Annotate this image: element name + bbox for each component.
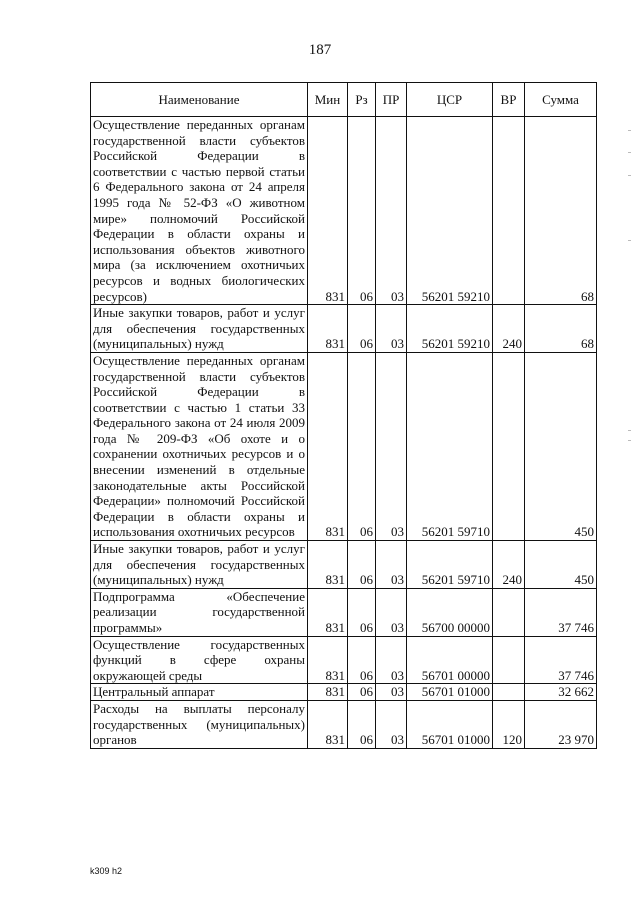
header-min: Мин <box>308 83 348 117</box>
cell-csr: 56201 59210 <box>407 117 493 305</box>
cell-pr: 03 <box>376 636 407 684</box>
cell-vr <box>493 117 525 305</box>
table-row <box>91 541 597 589</box>
cell-pr: 03 <box>376 352 407 540</box>
cell-csr: 56701 01000 <box>407 700 493 748</box>
cell-min: 831 <box>308 588 348 636</box>
cell-rz: 06 <box>348 305 376 353</box>
cell-min: 831 <box>308 636 348 684</box>
cell-vr <box>493 684 525 701</box>
cell-min: 831 <box>308 684 348 701</box>
margin-mark <box>628 175 631 176</box>
cell-vr: 240 <box>493 541 525 589</box>
cell-csr: 56201 59710 <box>407 352 493 540</box>
cell-sum: 37 746 <box>525 636 597 684</box>
table-row <box>91 684 597 701</box>
cell-sum: 68 <box>525 305 597 353</box>
cell-sum: 23 970 <box>525 700 597 748</box>
page-number: 187 <box>308 42 332 58</box>
header-csr: ЦСР <box>407 83 493 117</box>
header-rz: Рз <box>348 83 376 117</box>
table-row <box>91 700 597 748</box>
cell-vr <box>493 588 525 636</box>
cell-rz: 06 <box>348 636 376 684</box>
cell-vr <box>493 352 525 540</box>
margin-mark <box>628 240 631 241</box>
cell-sum: 450 <box>525 352 597 540</box>
cell-min: 831 <box>308 305 348 353</box>
cell-rz: 06 <box>348 588 376 636</box>
cell-sum: 32 662 <box>525 684 597 701</box>
cell-sum: 37 746 <box>525 588 597 636</box>
cell-name: Центральный аппарат <box>91 684 308 701</box>
header-sum: Сумма <box>525 83 597 117</box>
cell-vr: 120 <box>493 700 525 748</box>
cell-name: Осуществление государственных функций в сфере охраны окружающей среды <box>91 636 308 684</box>
cell-name: Иные закупки товаров, работ и услуг для обеспечения государственных (муниципальных) нужд <box>91 541 308 589</box>
table-row <box>91 636 597 684</box>
cell-min: 831 <box>308 117 348 305</box>
cell-rz: 06 <box>348 700 376 748</box>
cell-csr: 56201 59710 <box>407 541 493 589</box>
cell-pr: 03 <box>376 117 407 305</box>
header-pr: ПР <box>376 83 407 117</box>
cell-pr: 03 <box>376 541 407 589</box>
cell-sum: 450 <box>525 541 597 589</box>
margin-mark <box>628 152 631 153</box>
cell-pr: 03 <box>376 700 407 748</box>
cell-min: 831 <box>308 352 348 540</box>
budget-table <box>90 82 597 749</box>
header-row <box>91 83 597 117</box>
cell-csr: 56700 00000 <box>407 588 493 636</box>
cell-name: Осуществление переданных органам государственной власти субъектов Российской Федерации в соответствии с частью 1 статьи 33 Федерального закона от 24 июля 2009 года № 209-ФЗ «Об охоте и о сохранении охотничьих ресурсов и о внесении изменений в отдельные законодательные акты Российской Федерации» полномочий Российской Федерации в области охраны и использования охотничьих ресурсов <box>91 352 308 540</box>
table-row <box>91 117 597 305</box>
cell-pr: 03 <box>376 588 407 636</box>
cell-pr: 03 <box>376 684 407 701</box>
cell-vr <box>493 636 525 684</box>
cell-min: 831 <box>308 700 348 748</box>
header-vr: ВР <box>493 83 525 117</box>
cell-sum: 68 <box>525 117 597 305</box>
cell-csr: 56201 59210 <box>407 305 493 353</box>
cell-rz: 06 <box>348 541 376 589</box>
header-name: Наименование <box>91 83 308 117</box>
cell-name: Осуществление переданных органам государственной власти субъектов Российской Федерации в соответствии с частью первой статьи 6 Федерального закона от 24 апреля 1995 года № 52-ФЗ «О животном мире» полномочий Российской Федерации в области охраны и использования объектов животного мира (за исключением охотничьих ресурсов и водных биологических ресурсов) <box>91 117 308 305</box>
cell-rz: 06 <box>348 117 376 305</box>
cell-csr: 56701 00000 <box>407 636 493 684</box>
cell-rz: 06 <box>348 352 376 540</box>
cell-name: Подпрограмма «Обеспечение реализации государственной программы» <box>91 588 308 636</box>
cell-csr: 56701 01000 <box>407 684 493 701</box>
cell-rz: 06 <box>348 684 376 701</box>
cell-vr: 240 <box>493 305 525 353</box>
table-row <box>91 305 597 353</box>
table-row <box>91 588 597 636</box>
margin-mark <box>628 130 631 131</box>
cell-pr: 03 <box>376 305 407 353</box>
cell-name: Расходы на выплаты персоналу государственных (муниципальных) органов <box>91 700 308 748</box>
margin-mark <box>628 440 631 441</box>
margin-mark <box>628 430 631 431</box>
cell-name: Иные закупки товаров, работ и услуг для обеспечения государственных (муниципальных) нужд <box>91 305 308 353</box>
table-row <box>91 352 597 540</box>
footer-code: k309 h2 <box>90 866 123 876</box>
cell-min: 831 <box>308 541 348 589</box>
